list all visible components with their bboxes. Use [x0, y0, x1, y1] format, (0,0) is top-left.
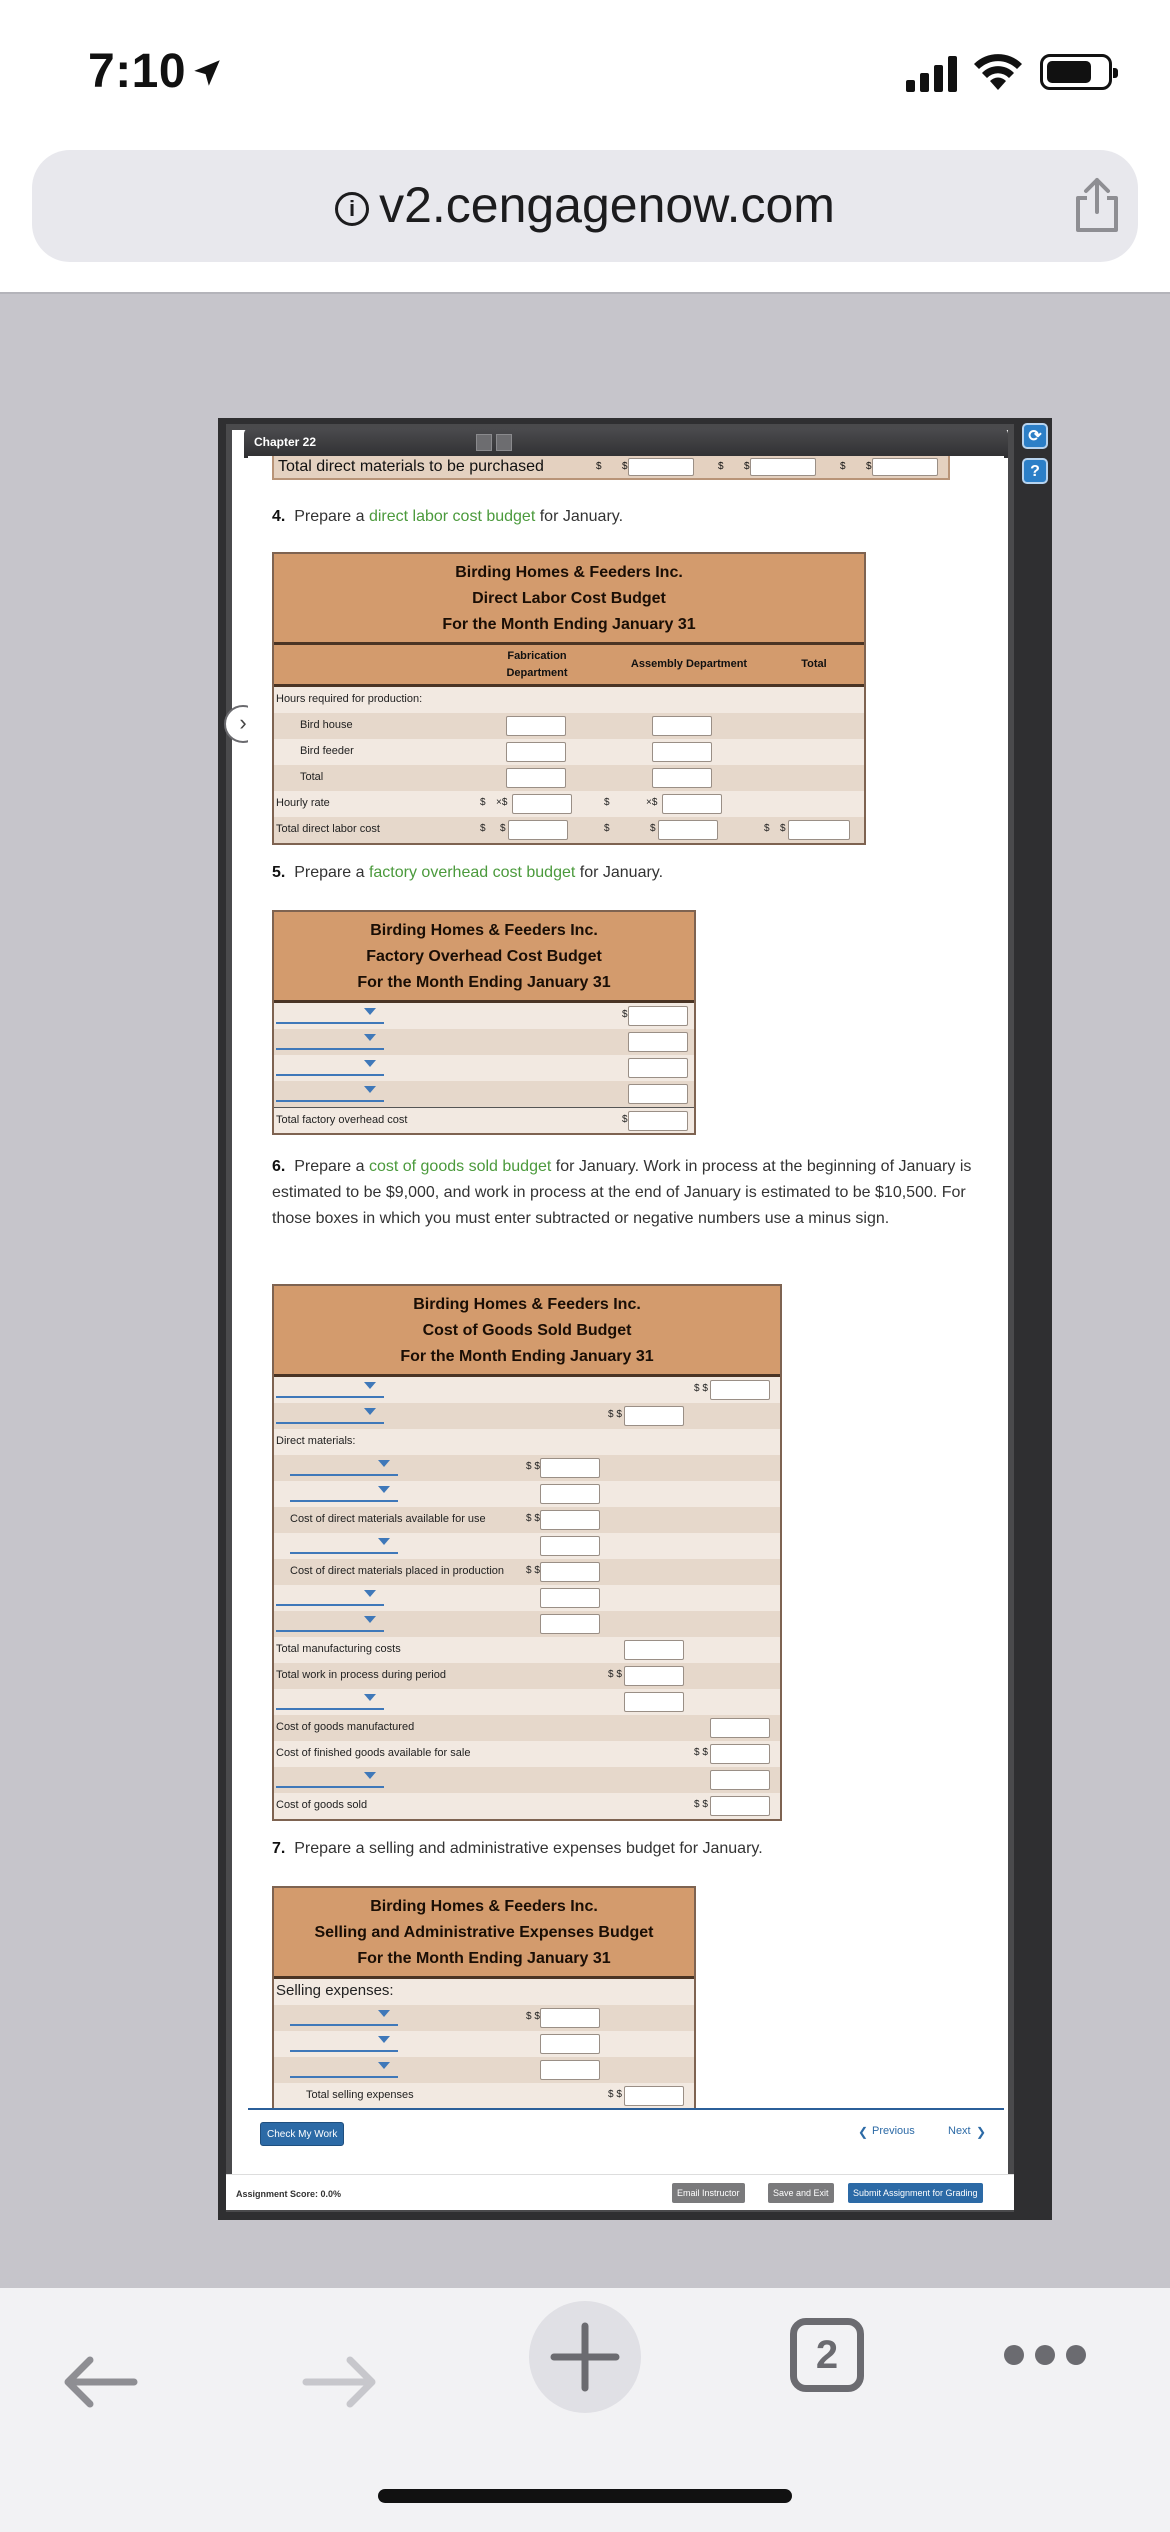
table-row [274, 1767, 780, 1793]
overhead-amount-input[interactable] [628, 1084, 688, 1104]
check-my-work-button[interactable]: Check My Work [260, 2122, 344, 2146]
col-fabrication: Fabrication Department [506, 650, 568, 679]
question-text: for January. [575, 864, 664, 881]
table-row [274, 765, 864, 791]
currency-sign: $ [840, 461, 846, 472]
table-header [274, 1286, 780, 1377]
table-header [274, 912, 694, 1003]
currency-sign: $ $ [526, 1565, 540, 1576]
table-row [274, 1533, 780, 1559]
budget-title: Direct Labor Cost Budget [472, 590, 666, 607]
table-row [274, 1559, 780, 1585]
currency-sign: $ [604, 823, 610, 834]
submit-assignment-button[interactable]: Submit Assignment for Grading [848, 2183, 983, 2203]
question-text: Prepare a selling and administrative expenses budget for January. [294, 1840, 763, 1857]
cogs-item-select[interactable] [276, 1614, 384, 1632]
asm-total-labor-cost-input[interactable] [658, 820, 718, 840]
overhead-item-select[interactable] [276, 1084, 384, 1102]
fab-total-hours-input[interactable] [506, 768, 566, 788]
table-row [274, 713, 864, 739]
back-arrow-icon[interactable] [60, 2352, 140, 2412]
overhead-amount-input[interactable] [628, 1032, 688, 1052]
table-row [274, 2057, 694, 2083]
cogs-item-select[interactable] [276, 1380, 384, 1398]
row-label: Cost of goods manufactured [276, 1721, 415, 1733]
dm-amount-input[interactable] [540, 1536, 600, 1556]
url-text[interactable]: v2.cengagenow.com [379, 177, 835, 233]
selling-amount-input[interactable] [540, 2034, 600, 2054]
more-options-icon[interactable] [1000, 2340, 1090, 2370]
selling-item-select[interactable] [290, 2008, 398, 2026]
budget-title: Cost of Goods Sold Budget [422, 1322, 632, 1339]
currency-sign: $ [622, 1009, 628, 1020]
dm-amount-input[interactable] [540, 1484, 600, 1504]
previous-chevron-icon[interactable]: ❮ [858, 2125, 869, 2139]
budget-period: For the Month Ending January 31 [357, 974, 611, 991]
fab-hourly-rate-input[interactable] [512, 794, 572, 814]
overhead-item-select[interactable] [276, 1006, 384, 1024]
table-row [274, 1055, 694, 1081]
table-row [274, 1507, 780, 1533]
question-text: Prepare a [294, 508, 369, 525]
overhead-amount-input[interactable] [628, 1006, 688, 1026]
total-wip-input[interactable] [624, 1666, 684, 1686]
address-bar[interactable] [32, 150, 1138, 262]
tabs-count-button[interactable]: 2 [790, 2318, 864, 2392]
table-row [274, 1029, 694, 1055]
assignment-score: Assignment Score: 0.0% [236, 2189, 342, 2199]
prev-table-last-row [272, 456, 950, 480]
table-row [274, 1689, 780, 1715]
table-row [274, 1637, 780, 1663]
total-selling-input[interactable] [624, 2086, 684, 2106]
cogs-amount-input[interactable] [710, 1770, 770, 1790]
cogs-item-select[interactable] [276, 1770, 384, 1788]
question-number: 5. [272, 864, 286, 881]
table-row [274, 1793, 780, 1819]
assignment-content[interactable] [248, 456, 1004, 2108]
status-bar [0, 0, 1170, 140]
row-label: Cost of direct materials placed in production [290, 1565, 504, 1577]
expand-panel-icon[interactable]: › [224, 705, 262, 743]
budget-title: Selling and Administrative Expenses Budget [314, 1924, 654, 1941]
assignment-footer [248, 2108, 1004, 2158]
dm-placed-input[interactable] [540, 1562, 600, 1582]
currency-sign: $ [622, 1114, 628, 1125]
dm-item-select[interactable] [290, 1536, 398, 1554]
battery-icon [1040, 54, 1112, 90]
site-info-icon[interactable]: i [335, 192, 369, 226]
currency-sign: ×$ [496, 797, 508, 808]
budget-title: Factory Overhead Cost Budget [366, 948, 602, 965]
currency-sign: $ [500, 823, 506, 834]
asm-hourly-rate-input[interactable] [662, 794, 722, 814]
table-row [274, 817, 864, 843]
total-manufacturing-input[interactable] [624, 1640, 684, 1660]
currency-sign: $ [866, 461, 872, 472]
cogs-budget-table [272, 1284, 782, 1821]
direct-labor-budget-table [272, 552, 866, 845]
refresh-side-button[interactable]: ⟳ [1022, 423, 1048, 449]
selling-admin-budget-table [272, 1886, 696, 2108]
table-row [274, 1979, 694, 2005]
asm-bird-feeder-hours-input[interactable] [652, 742, 712, 762]
selling-item-select[interactable] [290, 2034, 398, 2052]
currency-sign: $ $ [526, 1461, 540, 1472]
table-header [274, 554, 864, 645]
selling-item-select[interactable] [290, 2060, 398, 2078]
location-arrow-icon [190, 56, 224, 90]
chapter-toolbar [244, 428, 1008, 458]
table-row [274, 791, 864, 817]
currency-sign: ×$ [646, 797, 658, 808]
currency-sign: $ [596, 461, 602, 472]
col-assembly: Assembly Department [630, 658, 748, 670]
dm-item-select[interactable] [290, 1458, 398, 1476]
table-row [274, 2005, 694, 2031]
table-row [274, 2031, 694, 2057]
currency-sign: $ $ [608, 2089, 622, 2100]
row-label: Direct materials: [276, 1435, 356, 1447]
row-label: Total manufacturing costs [276, 1643, 401, 1655]
currency-sign: $ $ [694, 1799, 708, 1810]
table-row [274, 1455, 780, 1481]
table-row [274, 2083, 694, 2108]
table-row [274, 1429, 780, 1455]
row-label: Cost of finished goods available for sale [276, 1747, 471, 1759]
currency-sign: $ $ [694, 1747, 708, 1758]
row-label: Selling expenses: [276, 1982, 394, 1999]
column-headers [274, 645, 864, 687]
currency-sign: $ [764, 823, 770, 834]
help-side-button[interactable]: ? [1022, 458, 1048, 484]
question-text: for January. [535, 508, 624, 525]
next-chevron-icon[interactable]: ❯ [976, 2125, 987, 2139]
budget-period: For the Month Ending January 31 [400, 1348, 654, 1365]
glossary-link-cogs[interactable]: cost of goods sold budget [368, 1158, 552, 1175]
asm-bird-house-hours-input[interactable] [652, 716, 712, 736]
currency-sign: $ [480, 823, 486, 834]
question-4 [272, 504, 992, 530]
company-name: Birding Homes & Feeders Inc. [413, 1296, 641, 1313]
cogs-item-select[interactable] [276, 1406, 384, 1424]
question-text: Prepare a [294, 864, 369, 881]
row-label: Bird house [300, 719, 353, 731]
row-label: Total factory overhead cost [276, 1114, 408, 1126]
clock: 7:10 [88, 45, 187, 98]
question-text: for January. Work in process at the beginning of January is estimated to be $9,000, and work in process at the end of January is estimated to be $10,500. For those boxes in which you must enter subtracted or negative numbers use a minus sign. [272, 1158, 972, 1227]
fg-available-input[interactable] [710, 1744, 770, 1764]
question-6 [272, 1154, 992, 1232]
cogs-amount-input[interactable] [540, 1614, 600, 1634]
selling-amount-input[interactable] [540, 2060, 600, 2080]
dm-amount-input[interactable] [540, 1458, 600, 1478]
home-indicator [378, 2489, 792, 2503]
question-number: 6. [272, 1158, 286, 1175]
budget-period: For the Month Ending January 31 [442, 616, 696, 633]
row-label: Cost of goods sold [276, 1799, 368, 1811]
company-name: Birding Homes & Feeders Inc. [455, 564, 683, 581]
next-link[interactable]: Next [948, 2125, 971, 2137]
overhead-item-select[interactable] [276, 1058, 384, 1076]
table-row [274, 1611, 780, 1637]
table-row [274, 687, 864, 713]
total-direct-labor-cost-input[interactable] [788, 820, 850, 840]
dm-available-input[interactable] [540, 1510, 600, 1530]
cogs-item-select[interactable] [276, 1588, 384, 1606]
chapter-label: Chapter 22 [254, 435, 317, 449]
cogs-amount-input[interactable] [624, 1406, 684, 1426]
row-label: Total selling expenses [306, 2089, 414, 2101]
question-7 [272, 1836, 992, 1862]
cogm-input[interactable] [710, 1718, 770, 1738]
previous-link[interactable]: Previous [872, 2125, 915, 2137]
table-row [274, 1003, 694, 1029]
overhead-amount-input[interactable] [628, 1058, 688, 1078]
overhead-item-select[interactable] [276, 1032, 384, 1050]
question-5 [272, 860, 992, 886]
cellular-signal-icon [906, 56, 960, 92]
table-row [274, 1377, 780, 1403]
budget-period: For the Month Ending January 31 [357, 1950, 611, 1967]
row-label: Total direct labor cost [276, 823, 380, 835]
currency-sign: $ $ [526, 1513, 540, 1524]
currency-sign: $ [650, 823, 656, 834]
book-icon[interactable] [476, 434, 492, 451]
share-icon[interactable] [1072, 176, 1122, 234]
currency-sign: $ [718, 461, 724, 472]
page-icon[interactable] [496, 434, 512, 451]
row-label: Hourly rate [276, 797, 330, 809]
glossary-link-factory-overhead[interactable]: factory overhead cost budget [368, 864, 576, 881]
table-row [274, 1081, 694, 1107]
table-row [274, 1715, 780, 1741]
table-header [274, 1888, 694, 1979]
table-row [274, 1403, 780, 1429]
currency-sign: $ $ [608, 1669, 622, 1680]
fab-total-labor-cost-input[interactable] [508, 820, 568, 840]
cogs-total-input[interactable] [710, 1796, 770, 1816]
row-label: Total work in process during period [276, 1669, 446, 1681]
currency-sign: $ $ [526, 2011, 540, 2022]
question-number: 4. [272, 508, 286, 525]
question-number: 7. [272, 1840, 286, 1857]
total-overhead-input[interactable] [628, 1111, 688, 1131]
cogs-amount-input[interactable] [624, 1692, 684, 1712]
currency-sign: $ $ [608, 1409, 622, 1420]
materials-purchased-input[interactable] [750, 458, 816, 476]
currency-sign: $ $ [694, 1383, 708, 1394]
materials-purchased-input[interactable] [872, 458, 938, 476]
currency-sign: $ [480, 797, 486, 808]
email-instructor-button[interactable]: Email Instructor [672, 2183, 745, 2203]
table-row [274, 1107, 694, 1133]
dm-item-select[interactable] [290, 1484, 398, 1502]
currency-sign: $ [780, 823, 786, 834]
asm-total-hours-input[interactable] [652, 768, 712, 788]
currency-sign: $ [604, 797, 610, 808]
cogs-amount-input[interactable] [710, 1380, 770, 1400]
wifi-icon [972, 52, 1024, 92]
assignment-status-bar [226, 2174, 1014, 2210]
table-row [274, 1741, 780, 1767]
currency-sign: $ [744, 461, 750, 472]
selling-amount-input[interactable] [540, 2008, 600, 2028]
table-row [274, 1663, 780, 1689]
save-and-exit-button[interactable]: Save and Exit [768, 2183, 834, 2203]
col-total: Total [801, 658, 827, 670]
row-label: Hours required for production: [276, 693, 423, 705]
table-row [274, 739, 864, 765]
row-label: Total [300, 771, 324, 783]
factory-overhead-budget-table [272, 910, 696, 1135]
prev-row-label: Total direct materials to be purchased [278, 458, 544, 475]
cogs-amount-input[interactable] [540, 1588, 600, 1608]
company-name: Birding Homes & Feeders Inc. [370, 1898, 598, 1915]
fab-bird-house-hours-input[interactable] [506, 716, 566, 736]
row-label: Bird feeder [300, 745, 354, 757]
table-row [274, 1585, 780, 1611]
company-name: Birding Homes & Feeders Inc. [370, 922, 598, 939]
new-tab-plus-icon[interactable] [528, 2300, 642, 2414]
table-row [274, 1481, 780, 1507]
cogs-item-select[interactable] [276, 1692, 384, 1710]
glossary-link-direct-labor[interactable]: direct labor cost budget [368, 508, 536, 525]
question-text: Prepare a [294, 1158, 369, 1175]
materials-purchased-input[interactable] [628, 458, 694, 476]
currency-sign: $ [622, 461, 628, 472]
row-label: Cost of direct materials available for use [290, 1513, 486, 1525]
fab-bird-feeder-hours-input[interactable] [506, 742, 566, 762]
forward-arrow-icon[interactable] [300, 2352, 380, 2412]
